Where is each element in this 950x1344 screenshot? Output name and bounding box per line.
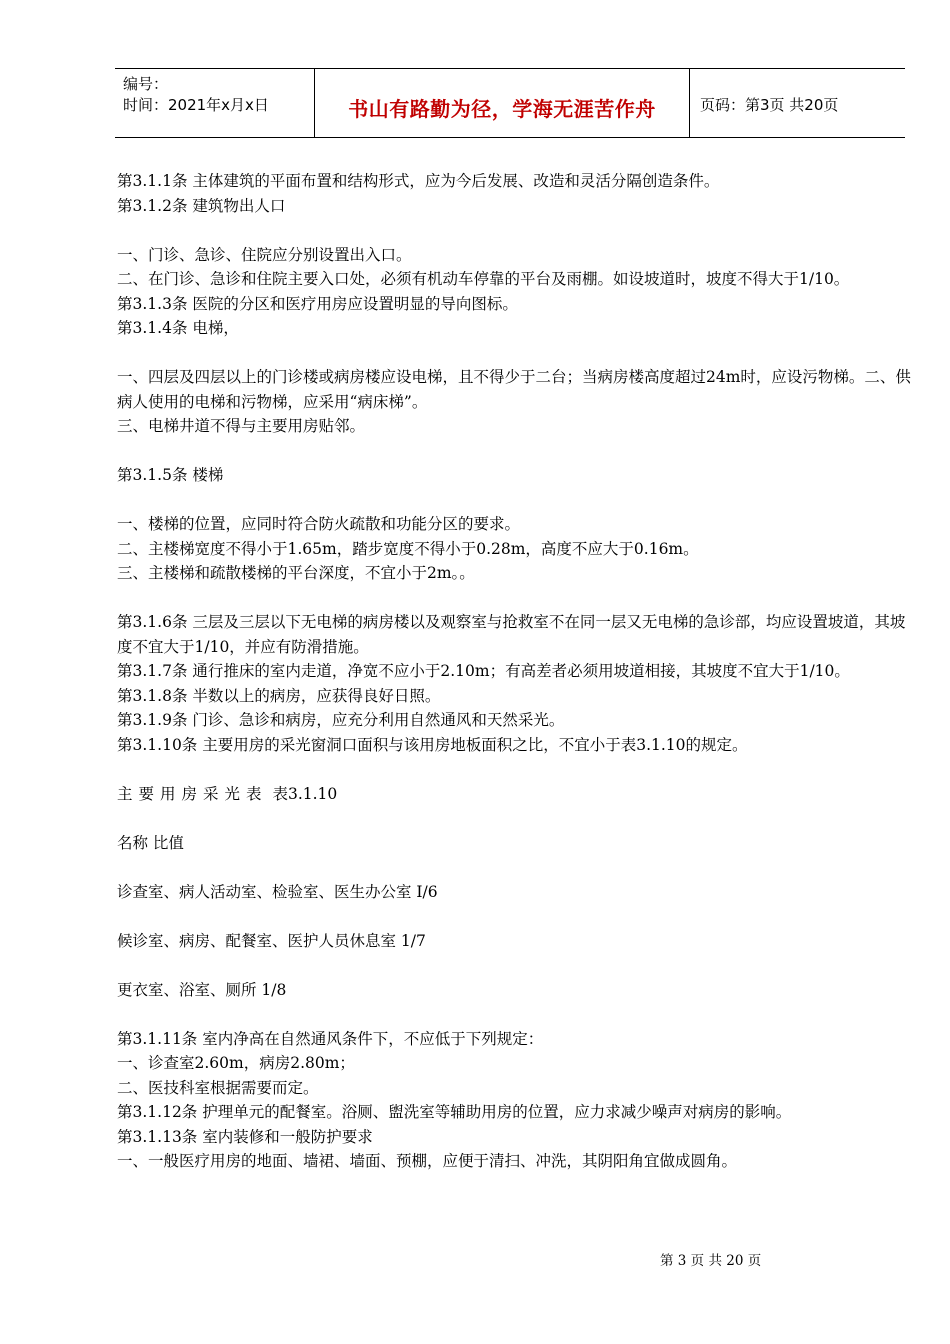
paragraph: 第3.1.5条 楼梯 xyxy=(117,466,224,484)
paragraph: 第3.1.4条 电梯， xyxy=(117,319,239,337)
paragraph: 第3.1.9条 门诊、急诊和病房，应充分利用自然通风和天然采光。 xyxy=(117,711,565,729)
paragraph: 一、楼梯的位置，应同时符合防火疏散和功能分区的要求。 xyxy=(117,515,521,533)
paragraph: 一、四层及四层以上的门诊楼或病房楼应设电梯，且不得少于二台；当病房楼高度超过24m时，应设污物梯。二、供病人使用的电梯和污物梯，应采用“病床梯”。 xyxy=(117,368,911,411)
number-label: 编号： xyxy=(123,75,169,93)
paragraph: 第3.1.7条 通行推床的室内走道，净宽不应小于2.10m；有高差者必须用坡道相接，其坡度不宜大于1/10。 xyxy=(117,662,850,680)
paragraph: 二、主楼梯宽度不得小于1.65m，踏步宽度不得小于0.28m，高度不应大于0.16m。 xyxy=(117,539,699,558)
paragraph: 二、在门诊、急诊和住院主要入口处，必须有机动车停靠的平台及雨棚。如设坡道时，坡度不得大于1/10。 xyxy=(117,270,850,288)
paragraph: 第3.1.8条 半数以上的病房，应获得良好日照。 xyxy=(117,686,441,705)
table-row: 更衣室、浴室、厕所 1/8 xyxy=(117,980,287,999)
header-meta-cell xyxy=(115,69,315,137)
paragraph: 第3.1.6条 三层及三层以下无电梯的病房楼以及观察室与抢救室不在同一层又无电梯的急诊部，均应设置坡道，其坡度不宜大于1/10，并应有防滑措施。 xyxy=(117,613,906,656)
page-footer: 第 3 页 共 20 页 xyxy=(660,1253,762,1269)
table-title: 主要用房采光表 xyxy=(117,784,268,803)
paragraph: 第3.1.1条 主体建筑的平面布置和结构形式，应为今后发展、改造和灵活分隔创造条件。 xyxy=(117,172,720,190)
motto: 书山有路勤为径，学海无涯苦作舟 xyxy=(348,97,656,121)
table-row: 候诊室、病房、配餐室、医护人员休息室 1/7 xyxy=(117,931,426,950)
paragraph: 三、主楼梯和疏散楼梯的平台深度，不宜小于2m。。 xyxy=(117,564,475,582)
time-label: 时间：2021年x月x日 xyxy=(123,96,269,114)
paragraph: 二、医技科室根据需要而定。 xyxy=(117,1078,319,1097)
document-body xyxy=(117,169,912,1174)
header-page-cell xyxy=(690,69,905,137)
paragraph: 第3.1.2条 建筑物出人口 xyxy=(117,196,286,215)
paragraph: 一、一般医疗用房的地面、墙裙、墙面、预棚，应便于清扫、冲洗，其阴阳角宜做成圆角。 xyxy=(117,1152,738,1170)
paragraph: 一、门诊、急诊、住院应分别设置出入口。 xyxy=(117,245,412,264)
paragraph: 第3.1.11条 室内净高在自然通风条件下，不应低于下列规定： xyxy=(117,1029,544,1048)
paragraph: 第3.1.13条 室内装修和一般防护要求 xyxy=(117,1127,373,1146)
paragraph: 一、诊查室2.60m，病房2.80m； xyxy=(117,1054,355,1072)
page-label: 页码：第3页 共20页 xyxy=(700,96,839,114)
table-number: 表3.1.10 xyxy=(272,784,338,803)
table-row: 诊查室、病人活动室、检验室、医生办公室 I/6 xyxy=(117,882,438,901)
header-motto-cell xyxy=(315,69,690,137)
paragraph: 第3.1.12条 护理单元的配餐室。浴厕、盥洗室等辅助用房的位置，应力求减少噪声对病房的影响。 xyxy=(117,1103,792,1121)
table-caption xyxy=(117,782,912,807)
paragraph: 三、电梯井道不得与主要用房贴邻。 xyxy=(117,417,366,435)
table-header: 名称 比值 xyxy=(117,833,184,852)
page-header xyxy=(115,68,905,138)
paragraph: 第3.1.3条 医院的分区和医疗用房应设置明显的导向图标。 xyxy=(117,294,518,313)
paragraph: 第3.1.10条 主要用房的采光窗洞口面积与该用房地板面积之比，不宜小于表3.1.10的规定。 xyxy=(117,735,748,754)
